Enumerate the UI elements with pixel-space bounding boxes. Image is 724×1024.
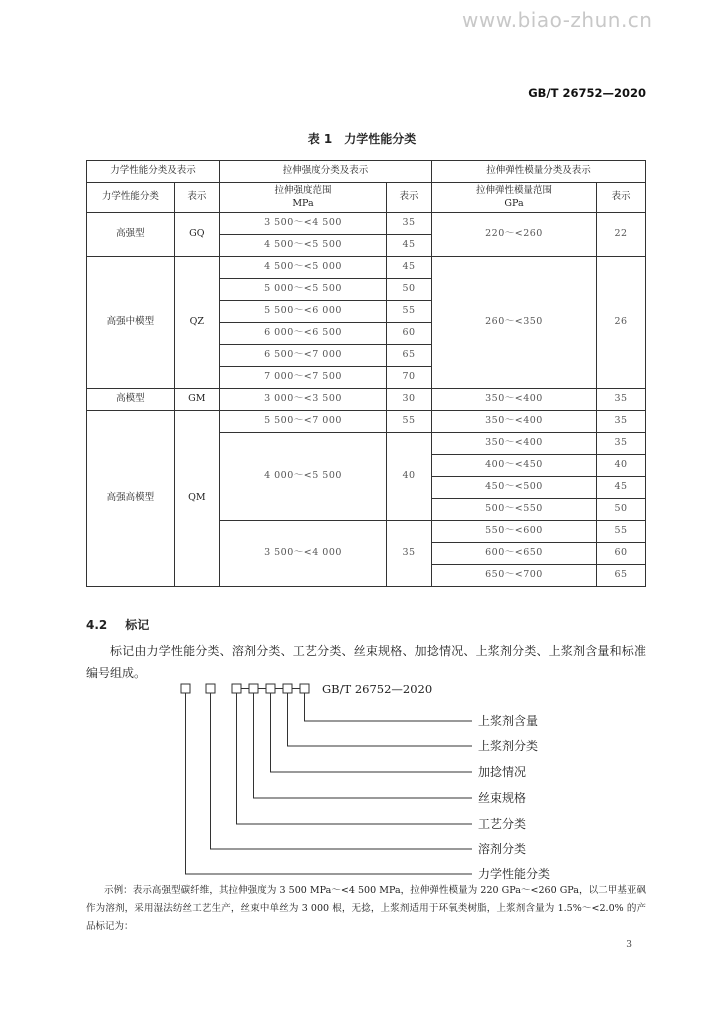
tensile-code-cell: 30 — [387, 389, 432, 411]
tensile-code-cell: 45 — [387, 257, 432, 279]
label-sizing-type: 上浆剂分类 — [478, 739, 539, 753]
header-modulus: 拉伸弹性模量分类及表示 — [432, 161, 646, 183]
modulus-code-cell: 22 — [597, 213, 646, 257]
modulus-range-cell: 260～<350 — [432, 257, 597, 389]
section-title: 标记 — [125, 618, 150, 632]
class-name-gm: 高模型 — [87, 389, 175, 411]
modulus-code-cell: 26 — [597, 257, 646, 389]
code-box — [249, 684, 258, 693]
subheader-tensile-range-unit: MPa — [292, 197, 314, 209]
tensile-range-cell: 3 000～<3 500 — [220, 389, 387, 411]
table-title: 表 1 力学性能分类 — [307, 132, 417, 146]
tensile-code-cell: 40 — [387, 433, 432, 521]
subheader-modulus-range-unit: GPa — [504, 197, 524, 209]
tensile-range-cell: 4 500～<5 500 — [220, 235, 387, 257]
subheader-code: 表示 — [174, 183, 219, 213]
modulus-code-cell: 65 — [597, 565, 646, 587]
code-box — [181, 684, 190, 693]
section-number: 4.2 — [86, 618, 108, 632]
modulus-range-cell: 400～<450 — [432, 455, 597, 477]
modulus-range-cell: 650～<700 — [432, 565, 597, 587]
tensile-range-cell: 6 000～<6 500 — [220, 323, 387, 345]
label-process: 工艺分类 — [478, 817, 527, 831]
modulus-code-cell: 35 — [597, 411, 646, 433]
code-box — [206, 684, 215, 693]
tensile-code-cell: 35 — [387, 521, 432, 587]
modulus-range-cell: 450～<500 — [432, 477, 597, 499]
tensile-range-cell: 5 500～<6 000 — [220, 301, 387, 323]
tensile-code-cell: 55 — [387, 411, 432, 433]
diagram-standard-code: GB/T 26752—2020 — [322, 682, 433, 696]
leader-line — [237, 693, 473, 824]
standard-code-header: GB/T 26752—2020 — [528, 86, 646, 100]
tensile-range-cell: 5 500～<7 000 — [220, 411, 387, 433]
class-code-qz: QZ — [174, 257, 219, 389]
class-name-qm: 高强高模型 — [87, 411, 175, 587]
modulus-code-cell: 35 — [597, 433, 646, 455]
code-box — [232, 684, 241, 693]
tensile-code-cell: 45 — [387, 235, 432, 257]
modulus-code-cell: 45 — [597, 477, 646, 499]
modulus-range-cell: 550～<600 — [432, 521, 597, 543]
subheader-modulus-code: 表示 — [597, 183, 646, 213]
tensile-range-cell: 4 000～<5 500 — [220, 433, 387, 521]
tensile-range-cell: 3 500～<4 500 — [220, 213, 387, 235]
modulus-range-cell: 500～<550 — [432, 499, 597, 521]
subheader-tensile-code: 表示 — [387, 183, 432, 213]
modulus-range-cell: 220～<260 — [432, 213, 597, 257]
class-name-qz: 高强中模型 — [87, 257, 175, 389]
class-code-gq: GQ — [174, 213, 219, 257]
label-tow-size: 丝束规格 — [478, 791, 527, 805]
page-number: 3 — [626, 940, 632, 950]
code-box — [283, 684, 292, 693]
label-mechanical: 力学性能分类 — [478, 867, 551, 881]
modulus-code-cell: 55 — [597, 521, 646, 543]
tensile-range-cell: 6 500～<7 000 — [220, 345, 387, 367]
tensile-code-cell: 50 — [387, 279, 432, 301]
class-code-gm: GM — [174, 389, 219, 411]
leader-line — [288, 693, 473, 746]
label-twist: 加捻情况 — [478, 765, 527, 779]
tensile-code-cell: 60 — [387, 323, 432, 345]
label-solvent: 溶剂分类 — [478, 842, 527, 856]
subheader-tensile-range-label: 拉伸强度范围 — [274, 185, 332, 197]
subheader-modulus-range-label: 拉伸弹性模量范围 — [475, 185, 552, 197]
tensile-range-cell: 7 000～<7 500 — [220, 367, 387, 389]
modulus-code-cell: 50 — [597, 499, 646, 521]
modulus-range-cell: 350～<400 — [432, 389, 597, 411]
modulus-range-cell: 350～<400 — [432, 411, 597, 433]
header-tensile: 拉伸强度分类及表示 — [220, 161, 432, 183]
tensile-code-cell: 70 — [387, 367, 432, 389]
modulus-code-cell: 60 — [597, 543, 646, 565]
leader-line — [186, 693, 473, 874]
subheader-class: 力学性能分类 — [87, 183, 175, 213]
tensile-range-cell: 3 500～<4 000 — [220, 521, 387, 587]
example-note: 示例：表示高强型碳纤维，其拉伸强度为 3 500 MPa～<4 500 MPa，拉伸弹性模量为 220 GPa～<260 GPa，以二甲基亚砜作为溶剂，采用湿法纺丝工艺生产，丝束中单丝为 3 000 根，无捻，上浆剂适用于环氧类树脂，上浆剂含量为 1.5%～<2.0% 的产品标记为： — [86, 885, 646, 932]
watermark: www.biao-zhun.cn — [462, 8, 653, 32]
tensile-code-cell: 65 — [387, 345, 432, 367]
tensile-range-cell: 5 000～<5 500 — [220, 279, 387, 301]
marking-description: 标记由力学性能分类、溶剂分类、工艺分类、丝束规格、加捻情况、上浆剂分类、上浆剂含量和标准编号组成。 — [86, 644, 646, 680]
tensile-code-cell: 55 — [387, 301, 432, 323]
leader-line — [271, 693, 473, 772]
code-box — [266, 684, 275, 693]
modulus-code-cell: 35 — [597, 389, 646, 411]
leader-line — [305, 693, 473, 721]
label-sizing-content: 上浆剂含量 — [478, 714, 539, 728]
tensile-code-cell: 35 — [387, 213, 432, 235]
code-box — [300, 684, 309, 693]
class-code-qm: QM — [174, 411, 219, 587]
class-name-gq: 高强型 — [87, 213, 175, 257]
tensile-range-cell: 4 500～<5 000 — [220, 257, 387, 279]
modulus-code-cell: 40 — [597, 455, 646, 477]
modulus-range-cell: 600～<650 — [432, 543, 597, 565]
modulus-range-cell: 350～<400 — [432, 433, 597, 455]
header-mechanical: 力学性能分类及表示 — [87, 161, 220, 183]
leader-line — [211, 693, 473, 849]
